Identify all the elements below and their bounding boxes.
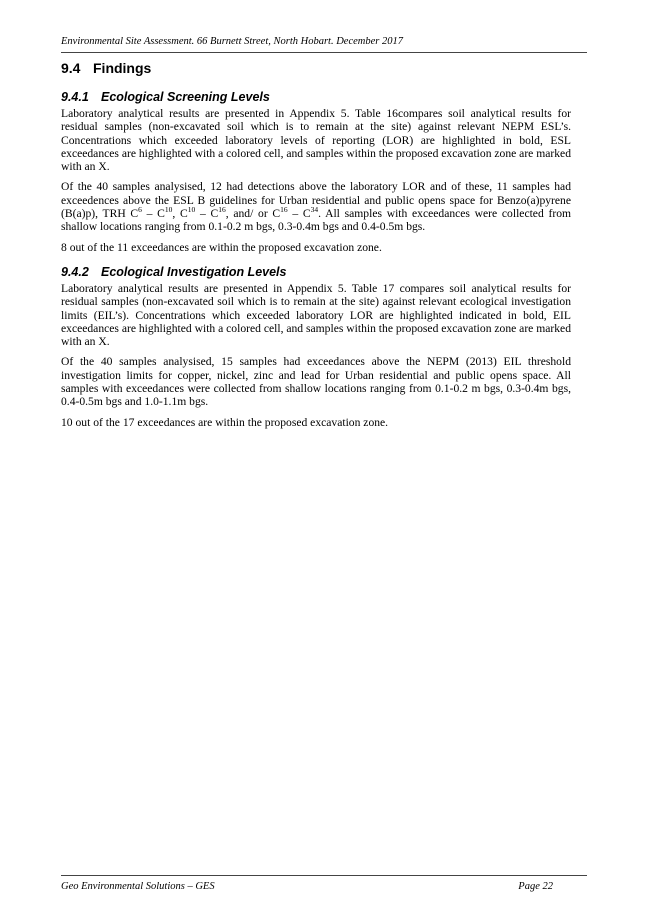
subsection-title: Ecological Screening Levels (101, 90, 270, 104)
subsection-number: 9.4.2 (61, 264, 89, 279)
esl-paragraph-3: 8 out of the 11 exceedances are within the proposed excavation zone. (61, 240, 382, 254)
eil-paragraph-2: Of the 40 samples analysised, 15 samples had exceedances above the NEPM (2013) EIL threshold investigation limits for copper, nickel, zinc and lead for Urban residential and public opens space. All samples with exceedances were collected from shallow locations ranging from 0.1-0.2 m bgs, 0.3-0.4m bgs, 0.4-0.5m bgs and 1.0-1.1m bgs. (61, 355, 571, 409)
subsection-title: Ecological Investigation Levels (101, 264, 287, 279)
section-heading (61, 60, 571, 76)
page-content (61, 58, 571, 436)
esl-paragraph-2: Of the 40 samples analysised, 12 had detections above the laboratory LOR and of these, 11 samples had exceedences above the ESL B guidelines for Urban residential and public opens space for Benzo(a)pyrene (B(a)p), TRH $C^6 - C^{10}$, $C^{10} - C^{16}$, and/ or $C^{16} - C^{34}$. All samples with exceedances were collected from shallow locations ranging from 0.1-0.2 m bgs, 0.3-0.4m bgs and 0.4-0.5m bgs. (61, 180, 572, 234)
eil-paragraph-1: Laboratory analytical results are presented in Appendix 5. Table 17 compares soil analytical results for residual samples (non-excavated soil which is to remain at the site) against relevant ecological investigation limits (EIL’s). Concentrations which exceeded laboratory LOR are highlighted indicated in bold, EIL exceedances are highlighted with a colored cell, and samples within the proposed excavation zone are marked with an X. (61, 281, 571, 349)
eil-paragraph-3: 10 out of the 17 exceedances are within the proposed excavation zone. (61, 415, 389, 429)
running-header: Environmental Site Assessment. 66 Burnett Street, North Hobart. December 2017 (61, 36, 403, 47)
page-number: Page 22 (518, 881, 553, 892)
footer-company: Geo Environmental Solutions – GES (61, 881, 215, 892)
section-number: 9.4 (61, 60, 81, 76)
footer-rule (61, 875, 587, 876)
section-title: Findings (93, 60, 152, 76)
subsection-number: 9.4.1 (61, 90, 89, 104)
header-rule (61, 52, 587, 53)
subsection-heading-esl (61, 90, 571, 104)
esl-paragraph-1: Laboratory analytical results are presented in Appendix 5. Table 16compares soil analytical results for residual samples (non-excavated soil which is to remain at the site) against relevant NEPM ESL’s. Concentrations which exceeded laboratory levels of reporting (LOR) are highlighted in bold, ESL exceedances are highlighted with a colored cell, and samples within the proposed excavation zone are marked with an X. (61, 107, 571, 174)
subsection-heading-eil (61, 265, 571, 279)
